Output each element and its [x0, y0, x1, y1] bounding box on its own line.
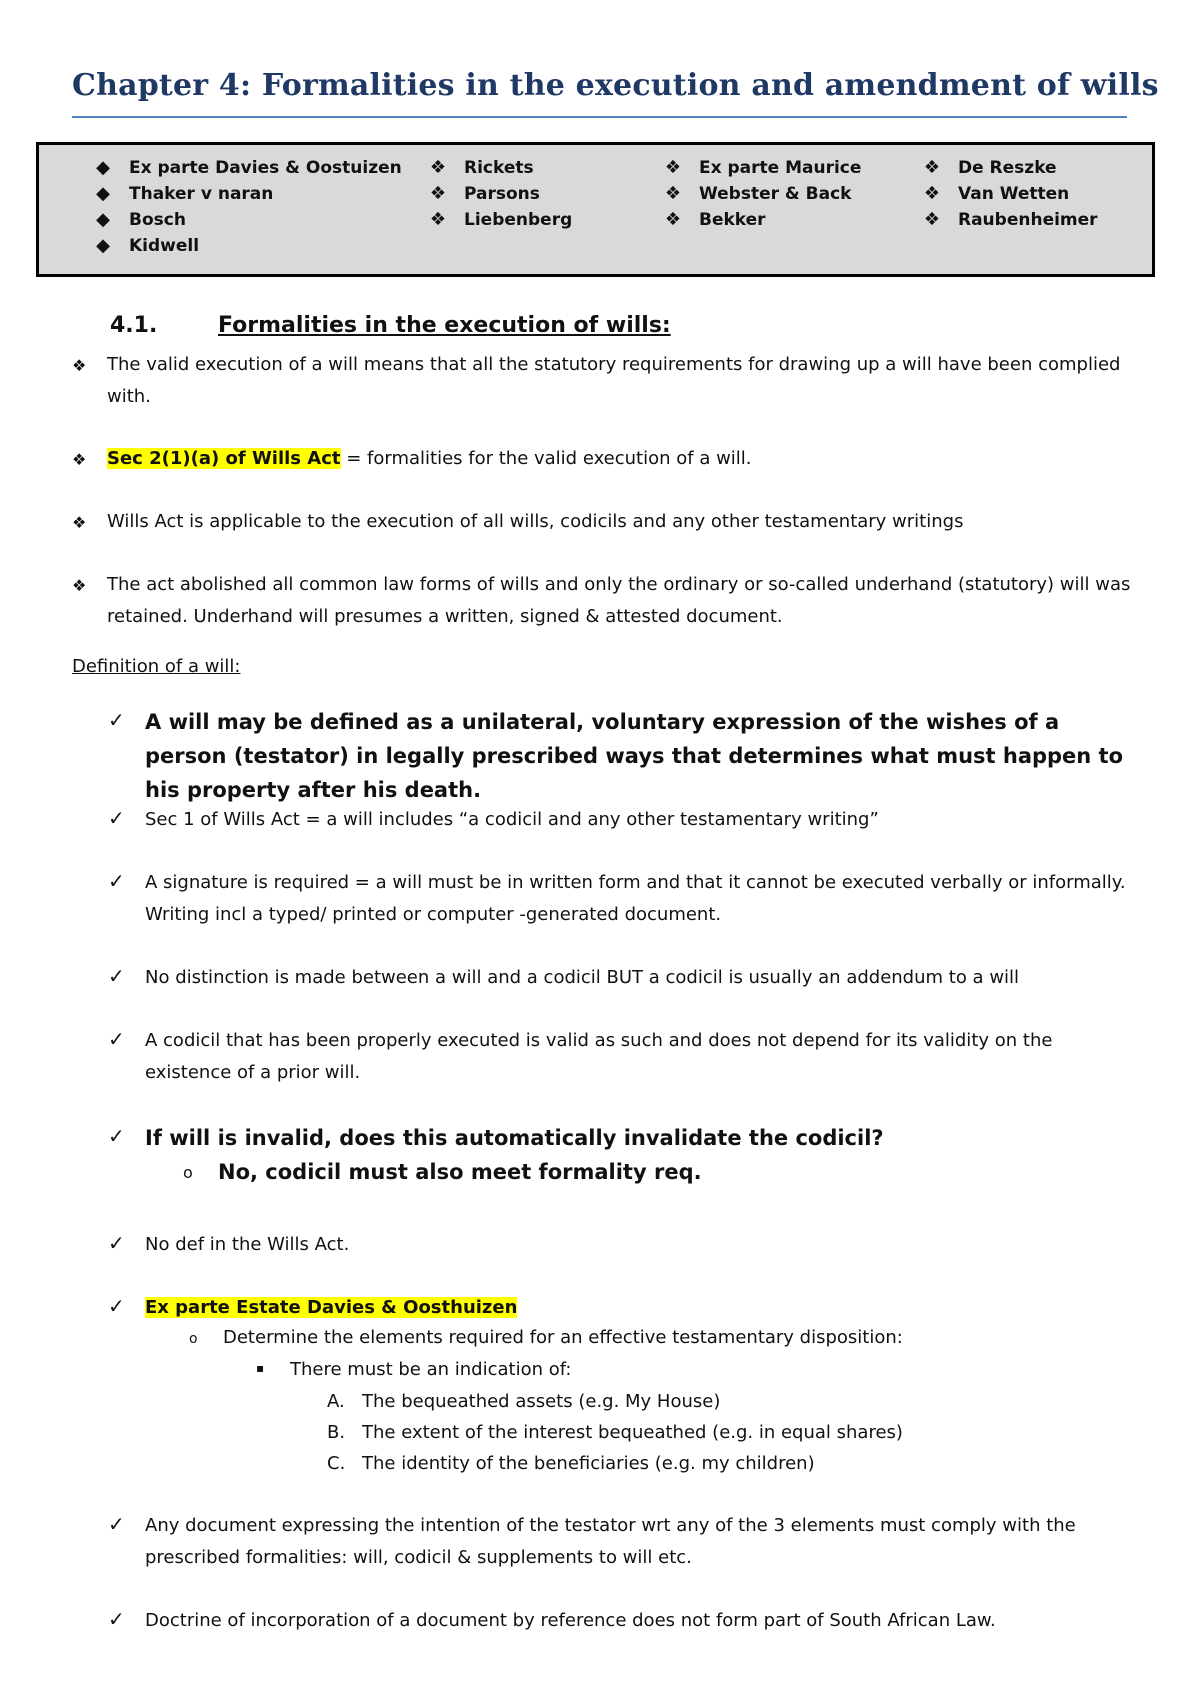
element-assets: The bequeathed assets (e.g. My House): [362, 1391, 721, 1412]
point-codicil-valid: A codicil that has been properly executed is valid as such and does not depend for its validity on the existence of a prior will.: [145, 1030, 1053, 1083]
case-item: ❖ Van Wetten: [922, 181, 1098, 207]
case-item: ❖ Bekker: [663, 207, 861, 233]
intro-paragraph-2: Sec 2(1)(a) of Wills Act = formalities for the valid execution of a will.: [107, 448, 752, 469]
four-point-star-bullet-icon: ❖: [72, 576, 87, 595]
definition-heading: Definition of a will:: [72, 656, 241, 677]
point-document-intention: Any document expressing the intention of the testator wrt any of the 3 elements must comply with the prescribed formalities: will, codicil & supplements to will etc.: [145, 1515, 1076, 1568]
point-sec1: Sec 1 of Wills Act = a will includes “a codicil and any other testamentary writing”: [145, 809, 879, 830]
case-item: ❖ Webster & Back: [663, 181, 861, 207]
case-column-4: [922, 155, 1098, 233]
four-point-star-bullet-icon: ❖: [923, 183, 941, 204]
hollow-circle-bullet-icon: o: [189, 1331, 198, 1347]
black-diamond-icon: ◆: [96, 209, 110, 230]
check-mark-icon: ✓: [108, 964, 125, 988]
highlighted-case-name: Ex parte Estate Davies & Oosthuizen: [145, 1297, 518, 1318]
chapter-title: Chapter 4: Formalities in the execution and amendment of wills: [72, 68, 1159, 103]
four-point-star-bullet-icon: ❖: [429, 157, 447, 178]
case-item: ◆ Bosch: [93, 207, 402, 233]
case-item: ❖ Rickets: [428, 155, 572, 181]
highlighted-citation: Sec 2(1)(a) of Wills Act: [107, 448, 341, 469]
check-mark-icon: ✓: [108, 806, 125, 830]
black-diamond-icon: ◆: [96, 235, 110, 256]
intro-paragraph-4: The act abolished all common law forms of wills and only the ordinary or so-called underhand (statutory) will was retained. Underhand will presumes a written, signed & attested document.: [107, 574, 1131, 627]
section-title: Formalities in the execution of wills:: [218, 313, 671, 338]
point-signature: A signature is required = a will must be in written form and that it cannot be executed verbally or informally. Writing incl a typed/ printed or computer -generated document.: [145, 872, 1126, 925]
title-underline: [72, 116, 1127, 118]
check-mark-icon: ✓: [108, 1124, 125, 1148]
point-will-invalid-question: If will is invalid, does this automatically invalidate the codicil?: [145, 1126, 884, 1150]
case-item: ❖ Parsons: [428, 181, 572, 207]
case-item: ◆ Kidwell: [93, 233, 402, 259]
hollow-circle-bullet-icon: o: [183, 1163, 193, 1182]
four-point-star-bullet-icon: ❖: [923, 209, 941, 230]
black-diamond-icon: ◆: [96, 157, 110, 178]
check-mark-icon: ✓: [108, 1607, 125, 1631]
intro-paragraph-3: Wills Act is applicable to the execution of all wills, codicils and any other testamentary writings: [107, 511, 964, 532]
four-point-star-bullet-icon: ❖: [664, 209, 682, 230]
case-list-box: [36, 142, 1155, 277]
case-column-2: [428, 155, 572, 233]
four-point-star-bullet-icon: ❖: [664, 157, 682, 178]
elements-indication: There must be an indication of:: [290, 1359, 572, 1380]
case-column-3: [663, 155, 861, 233]
case-column-1: [93, 155, 402, 259]
section-heading: [110, 313, 671, 338]
case-item: ◆ Ex parte Davies & Oostuizen: [93, 155, 402, 181]
square-bullet-icon: ▪: [256, 1361, 265, 1375]
point-will-invalid-answer: No, codicil must also meet formality req.: [218, 1160, 702, 1184]
point-no-def: No def in the Wills Act.: [145, 1234, 350, 1255]
will-definition: A will may be defined as a unilateral, voluntary expression of the wishes of a person (testator) in legally prescribed ways that determines what must happen to his property after his death.: [145, 710, 1124, 802]
check-mark-icon: ✓: [108, 869, 125, 893]
four-point-star-bullet-icon: ❖: [429, 209, 447, 230]
four-point-star-bullet-icon: ❖: [664, 183, 682, 204]
case-item: ❖ Ex parte Maurice: [663, 155, 861, 181]
section-number: 4.1.: [110, 313, 158, 338]
check-mark-icon: ✓: [108, 708, 125, 732]
element-extent: The extent of the interest bequeathed (e.g. in equal shares): [362, 1422, 903, 1443]
four-point-star-bullet-icon: ❖: [429, 183, 447, 204]
check-mark-icon: ✓: [108, 1231, 125, 1255]
four-point-star-bullet-icon: ❖: [72, 356, 87, 375]
point-incorporation-doctrine: Doctrine of incorporation of a document by reference does not form part of South African Law.: [145, 1610, 996, 1631]
check-mark-icon: ✓: [108, 1512, 125, 1536]
element-identity: The identity of the beneficiaries (e.g. my children): [362, 1453, 815, 1474]
case-item: ❖ Raubenheimer: [922, 207, 1098, 233]
element-letter: C.: [327, 1453, 346, 1474]
four-point-star-bullet-icon: ❖: [72, 513, 87, 532]
four-point-star-bullet-icon: ❖: [923, 157, 941, 178]
case-item: ❖ Liebenberg: [428, 207, 572, 233]
black-diamond-icon: ◆: [96, 183, 110, 204]
case-item: ◆ Thaker v naran: [93, 181, 402, 207]
point-distinction: No distinction is made between a will and a codicil BUT a codicil is usually an addendum to a will: [145, 967, 1020, 988]
elements-intro: Determine the elements required for an effective testamentary disposition:: [223, 1327, 903, 1348]
case-item: ❖ De Reszke: [922, 155, 1098, 181]
four-point-star-bullet-icon: ❖: [72, 450, 87, 469]
check-mark-icon: ✓: [108, 1294, 125, 1318]
element-letter: B.: [327, 1422, 346, 1443]
case-ex-parte-estate-davies: [145, 1292, 1135, 1324]
check-mark-icon: ✓: [108, 1027, 125, 1051]
intro-paragraph-1: The valid execution of a will means that all the statutory requirements for drawing up a will have been complied with.: [107, 354, 1121, 407]
element-letter: A.: [327, 1391, 345, 1412]
